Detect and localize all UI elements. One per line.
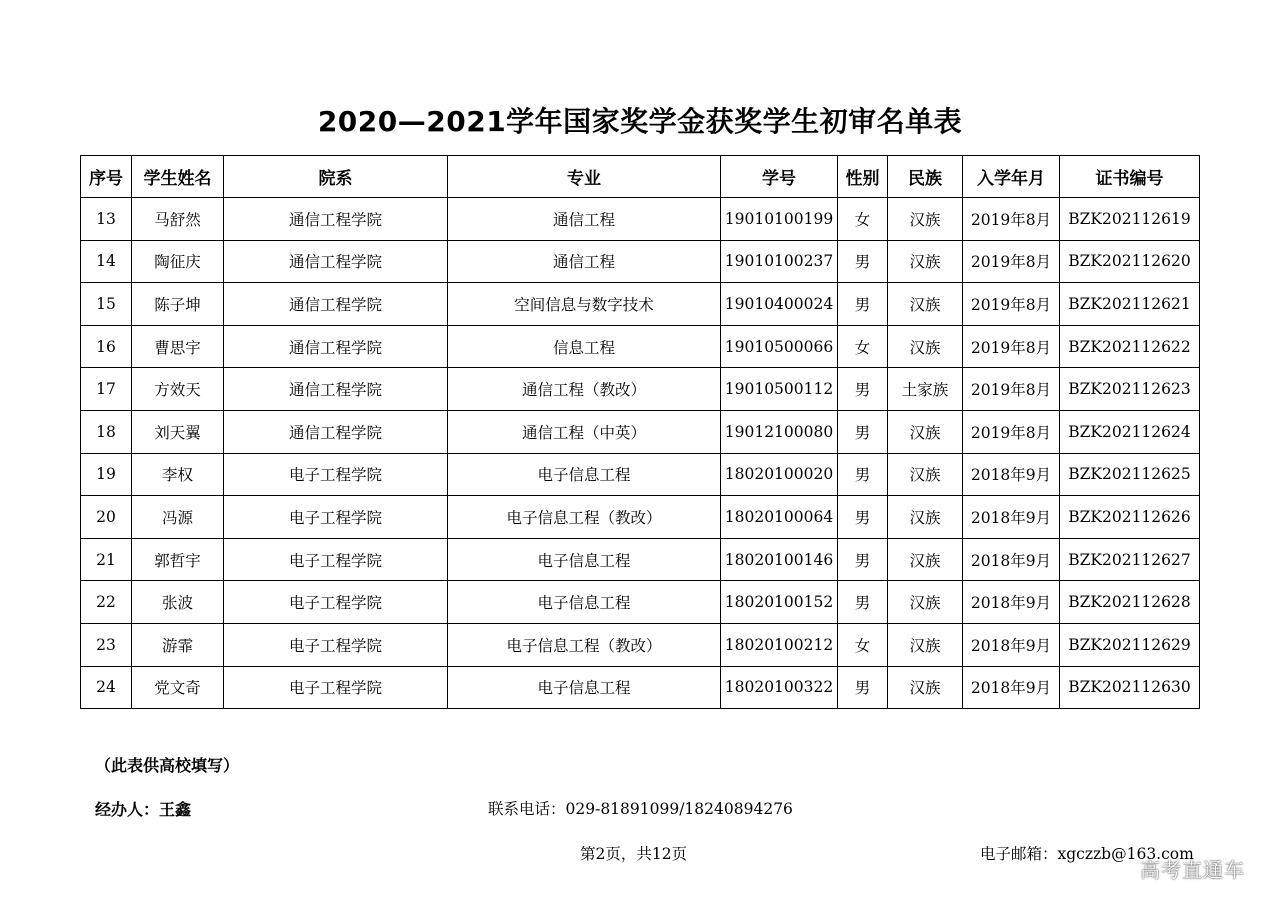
watermark-logo: 高考直通车: [1140, 858, 1245, 882]
table-cell: 19: [81, 453, 132, 496]
table-body: [81, 198, 1200, 709]
table-cell: 冯源: [132, 496, 224, 539]
table-row: [81, 623, 1200, 666]
table-cell: 女: [838, 198, 888, 241]
table-cell: BZK202112619: [1060, 198, 1200, 241]
table-cell: BZK202112623: [1060, 368, 1200, 411]
table-cell: 22: [81, 581, 132, 624]
table-cell: 2019年8月: [963, 198, 1060, 241]
form-note: （此表供高校填写）: [95, 756, 240, 775]
table-cell: 土家族: [888, 368, 963, 411]
table-cell: 通信工程学院: [224, 410, 448, 453]
table-cell: 14: [81, 240, 132, 283]
table-cell: 女: [838, 325, 888, 368]
table-cell: 男: [838, 581, 888, 624]
table-cell: 2018年9月: [963, 623, 1060, 666]
table-row: [81, 581, 1200, 624]
table-cell: 陈子坤: [132, 283, 224, 326]
table-cell: BZK202112630: [1060, 666, 1200, 709]
contact-email: 电子邮箱：xgczzb@163.com: [980, 845, 1194, 863]
table-cell: 信息工程: [448, 325, 721, 368]
table-cell: 2019年8月: [963, 240, 1060, 283]
column-header: 学号: [721, 156, 838, 198]
table-cell: 汉族: [888, 623, 963, 666]
table-row: [81, 283, 1200, 326]
table-cell: 18: [81, 410, 132, 453]
table-cell: 通信工程学院: [224, 198, 448, 241]
table-cell: 男: [838, 453, 888, 496]
table-cell: 汉族: [888, 581, 963, 624]
table-cell: 通信工程学院: [224, 240, 448, 283]
table-cell: 男: [838, 368, 888, 411]
table-cell: 通信工程（教改）: [448, 368, 721, 411]
table-cell: BZK202112628: [1060, 581, 1200, 624]
table-cell: 汉族: [888, 325, 963, 368]
column-header: 院系: [224, 156, 448, 198]
table-cell: 男: [838, 283, 888, 326]
table-header-row: [81, 156, 1200, 198]
column-header: 专业: [448, 156, 721, 198]
table-cell: BZK202112626: [1060, 496, 1200, 539]
table-cell: BZK202112622: [1060, 325, 1200, 368]
table-cell: 电子信息工程: [448, 666, 721, 709]
column-header: 入学年月: [963, 156, 1060, 198]
table-cell: 张波: [132, 581, 224, 624]
table-cell: 2019年8月: [963, 283, 1060, 326]
table-cell: 通信工程: [448, 240, 721, 283]
table-cell: 空间信息与数字技术: [448, 283, 721, 326]
table-cell: 电子信息工程: [448, 538, 721, 581]
table-cell: 男: [838, 666, 888, 709]
table-cell: 2019年8月: [963, 325, 1060, 368]
table-cell: 电子信息工程: [448, 453, 721, 496]
table-cell: 2018年9月: [963, 496, 1060, 539]
table-cell: 曹思宇: [132, 325, 224, 368]
table-cell: 18020100020: [721, 453, 838, 496]
table-cell: 汉族: [888, 453, 963, 496]
table-cell: 2019年8月: [963, 368, 1060, 411]
table-row: [81, 496, 1200, 539]
table-cell: 2018年9月: [963, 538, 1060, 581]
column-header: 民族: [888, 156, 963, 198]
table-cell: 马舒然: [132, 198, 224, 241]
table-row: [81, 666, 1200, 709]
column-header: 证书编号: [1060, 156, 1200, 198]
table-cell: 19010100199: [721, 198, 838, 241]
table-cell: 19010500112: [721, 368, 838, 411]
table-cell: BZK202112620: [1060, 240, 1200, 283]
table-cell: BZK202112629: [1060, 623, 1200, 666]
scholarship-table: [80, 155, 1200, 709]
table-cell: BZK202112621: [1060, 283, 1200, 326]
table-cell: 17: [81, 368, 132, 411]
table-row: [81, 538, 1200, 581]
table-cell: 电子信息工程（教改）: [448, 496, 721, 539]
column-header: 学生姓名: [132, 156, 224, 198]
table-cell: 党文奇: [132, 666, 224, 709]
table-row: [81, 368, 1200, 411]
table-cell: 19010500066: [721, 325, 838, 368]
page-title: 2020—2021学年国家奖学金获奖学生初审名单表: [317, 105, 963, 138]
column-header: 性别: [838, 156, 888, 198]
table-cell: 通信工程: [448, 198, 721, 241]
table-cell: 通信工程（中英）: [448, 410, 721, 453]
table-cell: 18020100322: [721, 666, 838, 709]
table-cell: 李权: [132, 453, 224, 496]
table-cell: 2018年9月: [963, 581, 1060, 624]
table-cell: 电子工程学院: [224, 581, 448, 624]
table-cell: 陶征庆: [132, 240, 224, 283]
table-cell: 郭哲宇: [132, 538, 224, 581]
table-cell: 汉族: [888, 240, 963, 283]
table-cell: 19010100237: [721, 240, 838, 283]
table-row: [81, 198, 1200, 241]
table-cell: 游霏: [132, 623, 224, 666]
page-indicator: 第2页，共12页: [580, 845, 688, 863]
table-cell: 汉族: [888, 283, 963, 326]
table-cell: 13: [81, 198, 132, 241]
table-cell: 汉族: [888, 538, 963, 581]
table-cell: 19012100080: [721, 410, 838, 453]
table-cell: 汉族: [888, 410, 963, 453]
table-cell: 汉族: [888, 496, 963, 539]
table-cell: 汉族: [888, 666, 963, 709]
table-cell: 男: [838, 410, 888, 453]
column-header: 序号: [81, 156, 132, 198]
table-cell: 方效天: [132, 368, 224, 411]
table-cell: 电子工程学院: [224, 538, 448, 581]
table-cell: 18020100146: [721, 538, 838, 581]
table-cell: 18020100064: [721, 496, 838, 539]
table-row: [81, 453, 1200, 496]
table-cell: 电子工程学院: [224, 623, 448, 666]
table-row: [81, 325, 1200, 368]
table-cell: 电子工程学院: [224, 496, 448, 539]
table-cell: 电子信息工程（教改）: [448, 623, 721, 666]
table-cell: 刘天翼: [132, 410, 224, 453]
table-cell: 男: [838, 240, 888, 283]
table-cell: 2018年9月: [963, 453, 1060, 496]
table-cell: 电子信息工程: [448, 581, 721, 624]
table-cell: 2019年8月: [963, 410, 1060, 453]
contact-phone: 联系电话：029-81891099/18240894276: [488, 800, 793, 818]
table-cell: 2018年9月: [963, 666, 1060, 709]
table-cell: BZK202112624: [1060, 410, 1200, 453]
table-cell: 24: [81, 666, 132, 709]
table-row: [81, 240, 1200, 283]
table-cell: 通信工程学院: [224, 325, 448, 368]
table-cell: BZK202112625: [1060, 453, 1200, 496]
table-cell: 男: [838, 496, 888, 539]
table-cell: 21: [81, 538, 132, 581]
table-cell: 15: [81, 283, 132, 326]
table-cell: 汉族: [888, 198, 963, 241]
table-cell: 通信工程学院: [224, 368, 448, 411]
table-cell: 18020100212: [721, 623, 838, 666]
table-cell: 男: [838, 538, 888, 581]
table-cell: 18020100152: [721, 581, 838, 624]
table-cell: 电子工程学院: [224, 453, 448, 496]
table-cell: 女: [838, 623, 888, 666]
handler-label: 经办人：王鑫: [95, 800, 192, 819]
table-cell: 电子工程学院: [224, 666, 448, 709]
table-cell: 通信工程学院: [224, 283, 448, 326]
table-cell: BZK202112627: [1060, 538, 1200, 581]
table-row: [81, 410, 1200, 453]
table-cell: 23: [81, 623, 132, 666]
table-cell: 19010400024: [721, 283, 838, 326]
table-cell: 16: [81, 325, 132, 368]
table-cell: 20: [81, 496, 132, 539]
